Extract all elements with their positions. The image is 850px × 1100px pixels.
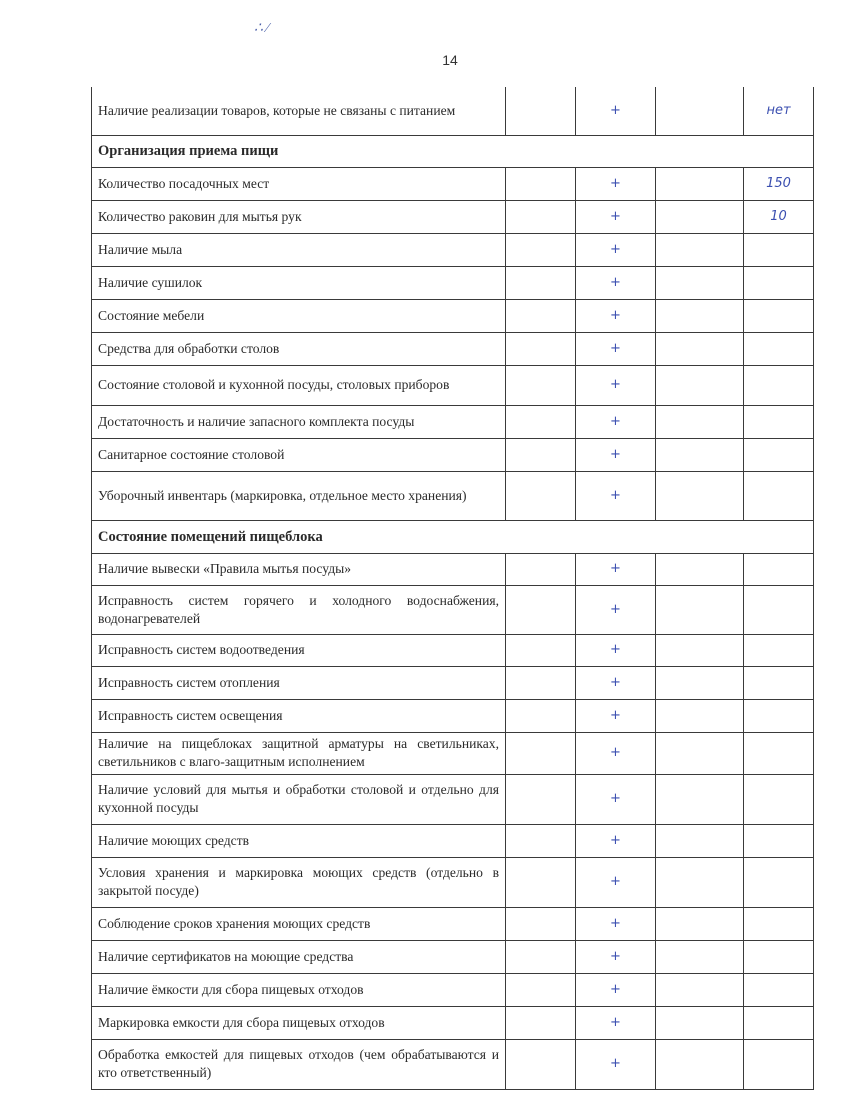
empty-cell [656,299,744,332]
check-mark: + [576,973,656,1006]
check-mark: + [576,438,656,471]
empty-cell [506,365,576,405]
empty-cell [656,266,744,299]
empty-cell [656,634,744,666]
table-row [92,553,814,585]
empty-cell [656,585,744,634]
criterion-text: Исправность систем освещения [92,699,506,732]
empty-cell [506,857,576,907]
empty-cell [656,732,744,774]
table-row [92,907,814,940]
table-row [92,732,814,774]
check-mark: + [576,732,656,774]
criterion-text: Наличие ёмкости для сбора пищевых отходов [92,973,506,1006]
table-row [92,857,814,907]
check-mark: + [576,233,656,266]
empty-cell [506,332,576,365]
criterion-text: Исправность систем горячего и холодного водоснабжения, водонагревателей [92,585,506,634]
check-mark: + [576,699,656,732]
empty-cell [656,438,744,471]
table-row [92,973,814,1006]
check-mark: + [576,266,656,299]
handwritten-note [744,233,814,266]
empty-cell [506,973,576,1006]
check-mark: + [576,553,656,585]
check-mark: + [576,940,656,973]
handwritten-note [744,774,814,824]
criterion-text: Соблюдение сроков хранения моющих средств [92,907,506,940]
empty-cell [506,1039,576,1089]
check-mark: + [576,87,656,135]
empty-cell [656,200,744,233]
empty-cell [656,857,744,907]
check-mark: + [576,857,656,907]
handwritten-note [744,699,814,732]
check-mark: + [576,774,656,824]
empty-cell [506,438,576,471]
section-header-row [92,520,814,553]
table-row [92,699,814,732]
criterion-text: Исправность систем водоотведения [92,634,506,666]
criterion-text: Уборочный инвентарь (маркировка, отдельное место хранения) [92,471,506,520]
empty-cell [656,167,744,200]
criterion-text: Наличие сушилок [92,266,506,299]
empty-cell [656,233,744,266]
empty-cell [656,332,744,365]
handwritten-note: нет [744,87,814,135]
empty-cell [656,1039,744,1089]
handwritten-note [744,471,814,520]
page-number: 14 [442,52,458,68]
handwritten-note [744,824,814,857]
empty-cell [656,553,744,585]
empty-cell [506,699,576,732]
table-row [92,940,814,973]
table-row [92,299,814,332]
empty-cell [506,233,576,266]
check-mark: + [576,824,656,857]
empty-cell [506,405,576,438]
handwritten-note: 150 [744,167,814,200]
handwritten-note [744,266,814,299]
table-row [92,471,814,520]
table-row [92,87,814,135]
handwritten-note [744,857,814,907]
check-mark: + [576,299,656,332]
check-mark: + [576,167,656,200]
empty-cell [656,824,744,857]
empty-cell [506,87,576,135]
table-row [92,405,814,438]
empty-cell [506,824,576,857]
table-row [92,666,814,699]
table-row [92,824,814,857]
criterion-text: Количество посадочных мест [92,167,506,200]
handwritten-note: 10 [744,200,814,233]
check-mark: + [576,585,656,634]
empty-cell [506,471,576,520]
empty-cell [656,666,744,699]
empty-cell [506,732,576,774]
empty-cell [656,907,744,940]
check-mark: + [576,405,656,438]
empty-cell [506,634,576,666]
section-header-row [92,135,814,167]
empty-cell [656,1006,744,1039]
empty-cell [656,405,744,438]
table-row [92,1006,814,1039]
criterion-text: Состояние столовой и кухонной посуды, столовых приборов [92,365,506,405]
handwritten-note [744,405,814,438]
handwritten-note [744,365,814,405]
check-mark: + [576,365,656,405]
check-mark: + [576,471,656,520]
handwritten-note [744,332,814,365]
empty-cell [506,200,576,233]
handwritten-note [744,1006,814,1039]
empty-cell [656,973,744,1006]
empty-cell [506,774,576,824]
empty-cell [506,553,576,585]
inspection-table [91,87,814,1090]
criterion-text: Достаточность и наличие запасного комплекта посуды [92,405,506,438]
handwritten-note [744,940,814,973]
table-row [92,365,814,405]
criterion-text: Исправность систем отопления [92,666,506,699]
criterion-text: Обработка емкостей для пищевых отходов (чем обрабатываются и кто ответственный) [92,1039,506,1089]
empty-cell [506,585,576,634]
table-row [92,634,814,666]
check-mark: + [576,1039,656,1089]
table-row [92,167,814,200]
check-mark: + [576,200,656,233]
check-mark: + [576,634,656,666]
criterion-text: Наличие мыла [92,233,506,266]
empty-cell [506,940,576,973]
handwritten-note [744,438,814,471]
table-row [92,585,814,634]
criterion-text: Санитарное состояние столовой [92,438,506,471]
empty-cell [506,907,576,940]
table-row [92,774,814,824]
empty-cell [656,774,744,824]
handwritten-note [744,666,814,699]
empty-cell [656,471,744,520]
criterion-text: Наличие на пищеблоках защитной арматуры на светильниках, светильников с влаго-защитным исполнением [92,732,506,774]
criterion-text: Наличие сертификатов на моющие средства [92,940,506,973]
criterion-text: Количество раковин для мытья рук [92,200,506,233]
check-mark: + [576,1006,656,1039]
handwritten-note [744,299,814,332]
criterion-text: Наличие реализации товаров, которые не связаны с питанием [92,87,506,135]
handwritten-note [744,585,814,634]
criterion-text: Наличие вывески «Правила мытья посуды» [92,553,506,585]
table-row [92,266,814,299]
criterion-text: Наличие моющих средств [92,824,506,857]
table-row [92,200,814,233]
handwritten-mark: ∴ ⁄ [254,21,269,36]
criterion-text: Условия хранения и маркировка моющих средств (отдельно в закрытой посуде) [92,857,506,907]
section-title: Состояние помещений пищеблока [92,520,814,553]
empty-cell [656,699,744,732]
empty-cell [656,87,744,135]
criterion-text: Средства для обработки столов [92,332,506,365]
handwritten-note [744,634,814,666]
empty-cell [506,299,576,332]
criterion-text: Состояние мебели [92,299,506,332]
handwritten-note [744,553,814,585]
check-mark: + [576,666,656,699]
table-row [92,332,814,365]
handwritten-note [744,907,814,940]
empty-cell [506,1006,576,1039]
handwritten-note [744,1039,814,1089]
table-row [92,438,814,471]
table-row [92,233,814,266]
table-row [92,1039,814,1089]
section-title: Организация приема пищи [92,135,814,167]
check-mark: + [576,907,656,940]
empty-cell [656,365,744,405]
criterion-text: Маркировка емкости для сбора пищевых отходов [92,1006,506,1039]
empty-cell [506,167,576,200]
empty-cell [506,666,576,699]
empty-cell [656,940,744,973]
handwritten-note [744,732,814,774]
check-mark: + [576,332,656,365]
handwritten-note [744,973,814,1006]
criterion-text: Наличие условий для мытья и обработки столовой и отдельно для кухонной посуды [92,774,506,824]
empty-cell [506,266,576,299]
